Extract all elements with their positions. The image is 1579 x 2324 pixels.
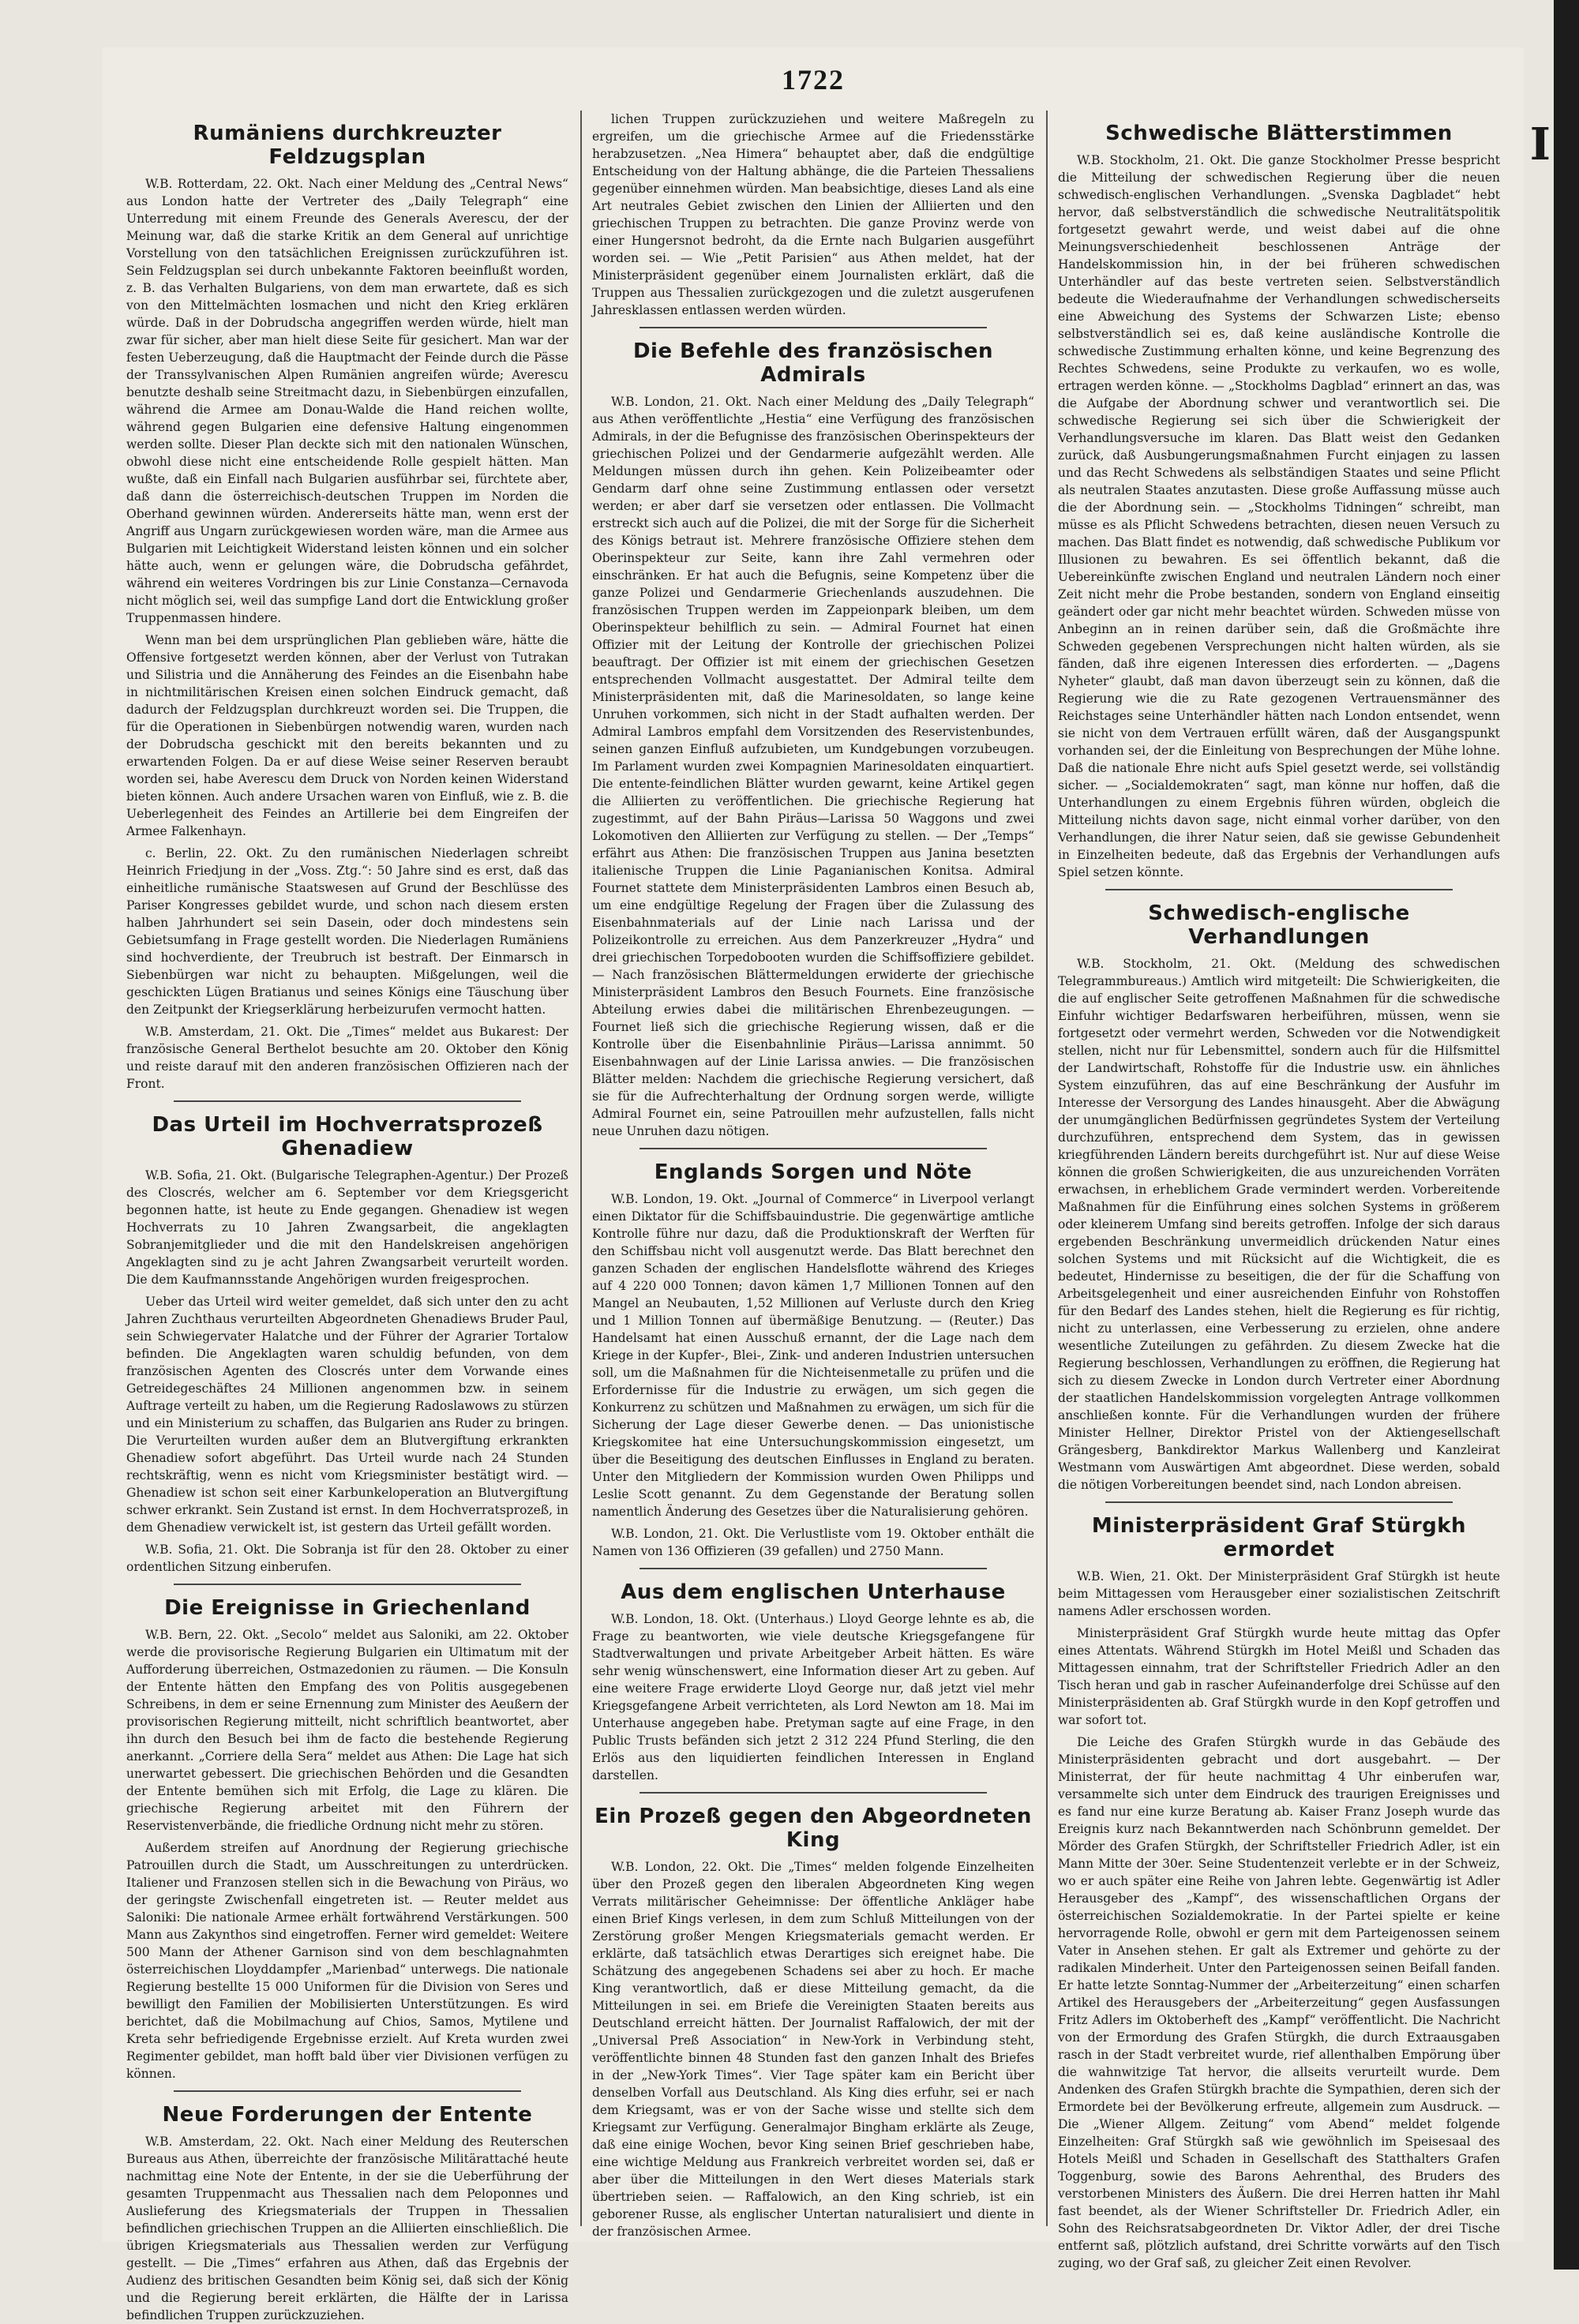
article-paragraph: W.B. London, 22. Okt. Die „Times“ melden folgende Einzelheiten über den Prozeß gegen den liberalen Abgeordneten King wegen Verrats militärischer Geheimnisse: Der öffentliche Ankläger habe einen Brief Kings verlesen, in dem zum Schluß Mitteilungen von der Zerstörung großer Mengen Kriegsmaterials gemacht werden. Er erklärte, daß tatsächlich etwas Derartiges sich ereignet habe. Die Schätzung des angegebenen Schadens sei aber zu hoch. Er mache King verantwortlich, daß er diese Mitteilung gemacht, da die Mitteilungen in sei. em Briefe die Vereinigten Staaten bereits aus Deutschland erreicht hätten. Der Journalist Raffalowich, der mit der „Universal Preß Association“ in New-York in Verbindung steht, veröffentlichte binnen 48 Stunden fast den ganzen Inhalt des Briefes in der „New-York Times“. Vier Tage später kam ein Bericht über denselben Vorfall aus Deutschland. Als King dies erfuhr, sei er nach dem Kriegsamt, was er von der Sache wisse und stellte sich dem Kriegsamt zur Verfügung. Generalmajor Bingham erklärte als Zeuge, daß eine einige Wochen, bevor King seinen Brief geschrieben habe, eine wichtige Meldung aus Frankreich verbreitet worden sei, daß er aber über die Mitteilungen in den Wert dieses Materials stark übertrieben seien. — Raffalowich, an den King schrieb, ist ein geborener Russe, als englischer Untertan naturalisiert und diente in der französischen Armee. [592,1860,1034,2239]
column-2 [592,111,1034,2239]
article-paragraph: lichen Truppen zurückzuziehen und weitere Maßregeln zu ergreifen, um die griechische Armee auf die Friedensstärke herabzusetzen. „Nea Himera“ behauptet aber, daß die endgültige Entscheidung von der Haltung abhänge, die die Parteien Thessaliens gegenüber einnehmen würden. Man beabsichtige, dieses Land als eine Art neutrales Gebiet zwischen den Linien der Alliierten und den griechischen Truppen zu betrachten. Die ganze Provinz werde von einer Hungersnot bedroht, da die Ernte nach Bulgarien ausgeführt worden sei. — Wie „Petit Parisien“ aus Athen meldet, hat der Ministerpräsident gegenüber einem Journalisten erklärt, daß die Truppen aus Thessalien zurückgezogen und die zuletzt ausgerufenen Jahresklassen entlassen werden würden. [592,112,1034,317]
column-rule [1046,111,1048,2226]
page-edge [1554,0,1579,2270]
article-separator [639,1148,987,1149]
article-paragraph: c. Berlin, 22. Okt. Zu den rumänischen Niederlagen schreibt Heinrich Friedjung in der „Voss. Ztg.“: 50 Jahre sind es erst, daß das einheitliche rumänische Staatswesen auf Grund der Beschlüsse des Pariser Kongresses gebildet wurde, und schon nach diesem ersten halben Jahrhundert sei sein Dasein, oder doch mindestens sein Gebietsumfang in Frage gestellt worden. Die Niederlagen Rumäniens sind hochverdiente, der Treubruch ist bestraft. Der Einmarsch in Siebenbürgen war nicht zu behaupten. Mißgelungen, weil die geschickten Lügen Bratianus und seines Königs eine Täuschung über den Zeitpunkt der Kriegserklärung herbeizurufen vermocht hatten. [126,846,568,1017]
article-separator [174,1584,521,1585]
article-paragraph: W.B. London, 21. Okt. Nach einer Meldung des „Daily Telegraph“ aus Athen veröffentlichte „Hestia“ eine Verfügung des französischen Admirals, in der die Befugnisse des französischen Oberinspekteurs der griechischen Polizei und der Gendarmerie aufgezählt werden. Alle Meldungen müssen durch ihn gehen. Kein Polizeibeamter oder Gendarm darf ohne seine Zustimmung entlassen oder versetzt werden; er aber darf sie versetzen oder entlassen. Die Vollmacht erstreckt sich auch auf die Polizei, die mit der Sorge für die Sicherheit des Königs betraut ist. Mehrere französische Offiziere stehen dem Oberinspekteur zur Seite, kann ihre Zahl vermehren oder einschränken. Er hat auch die Befugnis, seine Kompetenz über die ganze Polizei und Gendarmerie Griechenlands auszudehnen. Die französischen Truppen werden im Zappeionpark bleiben, um dem Oberinspekteur behilflich zu sein. — Admiral Fournet hat einen Offizier mit der Leitung der Kontrolle der griechischen Polizei beauftragt. Der Offizier ist mit einem der griechischen Gesetzen entsprechenden Vollmacht ausgestattet. Der Admiral teilte dem Ministerpräsidenten mit, daß die Marinesoldaten, so lange keine Unruhen vorkommen, sich nicht in der Stadt aufhalten werden. Der Admiral Lambros empfahl dem Vorsitzenden des Reservistenbundes, seinen ganzen Einfluß aufzubieten, um Kundgebungen vorzubeugen. Im Parlament wurden zwei Kompagnien Marinesoldaten einquartiert. Die entente-feindlichen Blätter wurden gewarnt, keine Artikel gegen die Alliierten zu veröffentlichen. Die griechische Regierung hat zugestimmt, auf der Bahn Piräus—Larissa 50 Waggons und zwei Lokomotiven den Alliierten zur Verfügung zu stellen. — Der „Temps“ erfährt aus Athen: Die französischen Truppen aus Janina besetzten italienische Truppen die Linie Paganianischen Konitsa. Admiral Fournet stattete dem Ministerpräsidenten Lambros einen Besuch ab, um eine endgültige Regelung der Fragen über die Zulassung des Eisenbahnmaterials auf der Linie nach Larissa und der Polizeikontrolle zu erreichen. Aus dem Panzerkreuzer „Hydra“ und drei griechischen Torpedobooten wurden die Schiffsoffiziere gebildet. — Nach französischen Blättermeldungen erwiderte der griechische Ministerpräsident Lambros den Besuch Fournets. Eine französische Abteilung erwies dabei die militärischen Ehrenbezeugungen. — Fournet ließ sich die griechische Regierung wissen, daß er die Kontrolle über die Eisenbahnlinie Piräus—Larissa annimmt. 50 Eisenbahnwagen auf der Linie Larissa anwies. — Die französischen Blätter melden: Nachdem die griechische Regierung versichert, daß sie für die Aufrechterhaltung der Ordnung sorgen werde, willigte Admiral Fournet ein, seine Patrouillen mehr aufzustellen, falls nicht neue Unruhen dazu nötigen. [592,395,1034,1138]
column-1 [126,111,568,2322]
article-paragraph: W.B. Sofia, 21. Okt. (Bulgarische Telegraphen-Agentur.) Der Prozeß des Closcrés, welcher am 6. September vor dem Kriegsgericht begonnen hatte, ist heute zu Ende gegangen. Ghenadiew ist wegen Hochverrats zu 10 Jahren Zwangsarbeit, die angeklagten Sobranjemitglieder und die mit den Handelskreisen angehörigen Angeklagten sind zu je acht Jahren Zwangsarbeit verurteilt worden. Die dem Kaufmannsstande Angehörigen wurden freigesprochen. [126,1168,568,1287]
article-headline: Schwedische Blätterstimmen [1105,122,1453,145]
column-rule [580,111,582,2226]
article-paragraph: Außerdem streifen auf Anordnung der Regierung griechische Patrouillen durch die Stadt, um Ausschreitungen zu unterdrücken. Italiener und Franzosen stellen sich in die Bewachung von Piräus, wo der geringste Zwischenfall eingetreten ist. — Reuter meldet aus Saloniki: Die nationale Armee erhält fortwährend Verstärkungen. 500 Mann aus Zakynthos sind eingetroffen. Ferner wird gemeldet: Weitere 500 Mann der Athener Garnison sind von dem beschlagnahmten österreichischen Lloyddampfer „Marienbad“ unterwegs. Die nationale Regierung bestellte 15 000 Uniformen für die Division von Seres und bewilligt den Familien der Mobilisierten Unterstützungen. Es wird berichtet, daß die Mobilmachung auf Chios, Samos, Mytilene und Kreta sehr befriedigende Ergebnisse erzielt. Auf Kreta wurden zwei Regimenter gebildet, man hofft bald über vier Divisionen verfügen zu können. [126,1841,568,2081]
article-headline: Aus dem englischen Unterhause [621,1580,1006,1604]
article-paragraph: W.B. Amsterdam, 21. Okt. Die „Times“ meldet aus Bukarest: Der französische General Berthelot besuchte am 20. Oktober den König und reiste darauf mit den anderen französischen Offizieren nach der Front. [126,1025,568,1091]
article-headline: Schwedisch-englische Verhandlungen [1148,901,1410,949]
article-paragraph: W.B. London, 19. Okt. „Journal of Commerce“ in Liverpool verlangt einen Diktator für die Schiffsbauindustrie. Die gegenwärtige amtliche Kontrolle führe nur dazu, daß die Produktionskraft der Werften für den Schiffsbau nicht voll ausgenutzt werde. Das Blatt berechnet den ganzen Schaden der englischen Handelsflotte während des Krieges auf 4 220 000 Tonnen; davon kämen 1,7 Millionen Tonnen auf den Mangel an Neubauten, 1,52 Millionen auf Verluste durch den Krieg und 1 Million Tonnen auf übermäßige Benutzung. — (Reuter.) Das Handelsamt hat einen Ausschuß ernannt, der die Lage nach dem Kriege in der Kupfer-, Blei-, Zink- und anderen Industrien untersuchen soll, um die Maßnahmen für die Nichteisenmetalle zu prüfen und die Erfordernisse für die Industrie zu erwägen, um sich gegen die Konkurrenz zu schützen und Maßnahmen zu erwägen, um sich für die Sicherung der Lage dieser Gewerbe denen. — Das unionistische Kriegskomitee hat eine Untersuchungskommission eingesetzt, um über die Beseitigung des deutschen Einflusses in England zu beraten. Unter den Mitgliedern der Kommission wurden Owen Philipps und Leslie Scott genannt. Zu dem Gegenstande der Beratung sollen namentlich Änderung des Gesetzes über die Naturalisierung gehören. [592,1192,1034,1519]
article-separator [174,2090,521,2092]
article-headline: Ministerpräsident Graf Stürgkh ermordet [1091,1514,1467,1561]
article-paragraph: W.B. Rotterdam, 22. Okt. Nach einer Meldung des „Central News“ aus London hatte der Vertreter des „Daily Telegraph“ eine Unterredung mit einem Freunde des Generals Averescu, der der Meinung war, daß die starke Kritik an dem General auf unrichtige Vorstellung von den tatsächlichen Ereignissen zurückzuführen ist. Sein Feldzugsplan sei durch unbekannte Faktoren beeinflußt worden, z. B. das Verhalten Bulgariens, von dem man erwartete, daß es sich von den Mittelmächten losmachen und nicht den Krieg erklären würde. Daß in der Dobrudscha angegriffen werden würde, hielt man zwar für sicher, aber man hielt diese Seite für gesichert. Man war der festen Ueberzeugung, daß die Hauptmacht der Feinde durch die Pässe der Transsylvanischen Alpen Rumänien angreifen würde; Averescu benutzte deshalb seine Streitmacht dazu, in Siebenbürgen einzufallen, während die Armee am Donau-Walde die Hand reichen wollte, während gegen Bulgarien eine defensive Haltung eingenommen werden sollte. Dieser Plan deckte sich mit den nationalen Wünschen, obwohl diese nicht eine entscheidende Rolle gespielt hätten. Man wußte, daß ein Einfall nach Bulgarien ausführbar sei, fürchtete aber, daß dann die österreichisch-deutschen Truppen im Norden die Oberhand gewinnen würden. Andererseits hätte man, wenn erst der Angriff aus Ungarn zurückgewiesen worden wäre, man die Armee aus Bulgarien mit Leichtigkeit Widerstand leisten können und ein solcher hätte auch, wenn er gelungen wäre, die Dobrudscha gefährdet, während ein weiteres Vordringen bis zur Linie Constanza—Cernavoda nicht möglich sei, weil das sumpfige Land dort die Entwicklung großer Truppenmassen hindere. [126,177,568,625]
article-paragraph: Ueber das Urteil wird weiter gemeldet, daß sich unter den zu acht Jahren Zuchthaus verurteilten Abgeordneten Ghenadiews Bruder Paul, sein Schwiegervater Halatche und der Führer der Agrarier Tortalow befinden. Die Angeklagten waren schuldig befunden, von dem französischen Agenten des Closcrés unter dem Vorwande eines Getreidegeschäftes 24 Millionen angenommen bzw. in seinem Auftrage verteilt zu haben, um die Regierung Radoslawows zu stürzen und ein Ministerium zu schaffen, das Bulgarien ans Ruder zu bringen. Die Verurteilten wurden außer dem an Blutvergiftung erkrankten Ghenadiew sofort abgeführt. Das Urteil wurde nach 24 Stunden rechtskräftig, wenn es nicht vom Kriegsminister bestätigt wird. — Ghenadiew ist schon seit einer Karbunkeloperation an Blutvergiftung schwer erkrankt. Sein Zustand ist ernst. In dem Hochverratsprozeß, in dem Ghenadiew verwickelt ist, ist gestern das Urteil gefällt worden. [126,1295,568,1535]
article-separator [174,1100,521,1102]
article-paragraph: W.B. Bern, 22. Okt. „Secolo“ meldet aus Saloniki, am 22. Oktober werde die provisorische Regierung Bulgarien ein Ultimatum mit der Aufforderung überreichen, Ostmazedonien zu räumen. — Die Konsuln der Entente hätten den Empfang des von Politis ausgegebenen Schreibens, in dem er seine Ernennung zum Minister des Aeußern der provisorischen Regierung mitteilt, nicht schriftlich beantwortet, aber ihn durch den Besuch bei ihm de facto die bestehende Regierung anerkannt. „Corriere della Sera“ meldet aus Athen: Die Lage hat sich unerwartet gebessert. Die griechischen Behörden und die Gesandten der Entente bemühen sich mit Erfolg, die Lage zu klären. Die griechische Regierung arbeitet mit den Führern der Reservistenverbände, die friedliche Ordnung nicht mehr zu stören. [126,1628,568,1833]
article-headline: Neue Forderungen der Entente [162,2103,533,2127]
newspaper-page [103,47,1524,2322]
column-3 [1058,111,1500,2270]
article-headline: Das Urteil im Hochverratsprozeß Ghenadiew [152,1113,543,1160]
edge-glyph: I [1529,118,1551,171]
article-headline: Die Ereignisse in Griechenland [164,1596,531,1620]
article-paragraph: W.B. Sofia, 21. Okt. Die Sobranja ist für den 28. Oktober zu einer ordentlichen Sitzung einberufen. [126,1542,568,1574]
article-headline: Englands Sorgen und Nöte [654,1160,973,1184]
article-headline: Rumäniens durchkreuzter Feldzugsplan [193,122,502,169]
page-number: 1722 [782,64,845,96]
article-paragraph: W.B. Amsterdam, 22. Okt. Nach einer Meldung des Reuterschen Bureaus aus Athen, überreichte der französische Militärattaché heute nachmittag eine Note der Entente, in der sie die Ueberführung der gesamten Truppenmacht aus Thessalien nach dem Peloponnes und Auslieferung des Kriegsmaterials der Truppen in Thessalien befindlichen griechischen Truppen an die Alliierten einschließlich. Die übrigen Kriegsmaterials aus Thessalien werden zur Verfügung gestellt. — Die „Times“ erfahren aus Athen, daß das Ergebnis der Audienz des britischen Gesandten beim König sei, daß sich der König und die Regierung bereit erklärten, die Hälfte der in Larissa befindlichen Truppen zurückzuziehen. [126,2135,568,2322]
article-separator [639,1568,987,1569]
article-paragraph: W.B. London, 21. Okt. Die Verlustliste vom 19. Oktober enthält die Namen von 136 Offizieren (39 gefallen) und 2750 Mann. [592,1527,1034,1558]
article-paragraph: W.B. London, 18. Okt. (Unterhaus.) Lloyd George lehnte es ab, die Frage zu beantworten, wie viele deutsche Kriegsgefangene für Stadtverwaltungen und private Arbeitgeber Arbeit hätten. Es wäre sehr wenig wünschenswert, eine Information dieser Art zu geben. Auf eine weitere Frage erwiderte Lloyd George nur, daß jetzt viel mehr Kriegsgefangene Arbeit verrichteten, als Lord Newton am 18. Mai im Unterhause angegeben habe. Pretyman sagte auf eine Frage, in den Public Trusts befänden sich jetzt 2 312 224 Pfund Sterling, die den Erlös aus den liquidierten feindlichen Interessen in England darstellen. [592,1612,1034,1782]
article-paragraph: Wenn man bei dem ursprünglichen Plan geblieben wäre, hätte die Offensive fortgesetzt werden können, aber der Verlust von Tutrakan und Silistria und die Annäherung des Feindes an die Eisenbahn habe in nichtmilitärischen Kreisen einen solchen Eindruck gemacht, daß dadurch der Feldzugsplan durchkreuzt worden sei. Die Truppen, die für die Operationen in Siebenbürgen notwendig waren, wurden nach der Dobrudscha geschickt mit den bereits bekannten und zu erwartenden Folgen. Da er auf diese Weise seiner Reserven beraubt worden sei, habe Averescu dem Druck von Norden keinen Widerstand bieten können. Auch andere Ursachen waren von Einfluß, wie z. B. die Ueberlegenheit des Feindes an Artillerie bei dem Eingreifen der Armee Falkenhayn. [126,633,568,838]
article-headline: Die Befehle des französischen Admirals [632,339,994,387]
article-paragraph: W.B. Stockholm, 21. Okt. (Meldung des schwedischen Telegrammbureaus.) Amtlich wird mitgeteilt: Die Schwierigkeiten, die die auf englischer Seite getroffenen Maßnahmen für die schwedische Einfuhr wichtiger Bedarfswaren herbeiführen, müssen, wenn sie fortgesetzt oder vermehrt werden, Schweden vor die Notwendigkeit stellen, nicht nur für Lebensmittel, sondern auch für die Hilfsmittel der Landwirtschaft, Rohstoffe für die Industrie usw. ein ähnliches System einzuführen, das auf eine Beschränkung der Ausfuhr im Interesse der Versorgung des Landes hinausgeht. Aber die Abwägung der unumgänglichen Bedürfnissen gegründetes System der Verteilung durchzuführen, entsprechend dem System, das in gewissen kriegführenden Ländern bereits durchgeführt ist. Nur auf diese Weise können die großen Schwierigkeiten, die aus unzureichenden Vorräten erwachsen, in erheblichem Grade vermindert werden. Vorbereitende Maßnahmen für die Einführung eines solchen Systems in größerem oder kleinerem Umfang sind bereits getroffen. Infolge der sich daraus ergebenden Beschränkung unvermeidlich drückenden Natur eines solchen Systems und mit Rücksicht auf die Wichtigkeit, die es bedeutet, Hindernisse zu beseitigen, die der für die Schaffung von Arbeitsgelegenheit und einer ausreichenden Einfuhr von Rohstoffen für den Bedarf des Landes stehen, hielt die Regierung es für richtig, nicht zu unterlassen, eine Verbesserung zu erzielen, ohne andere wesentliche Zuteilungen zu gefährden. Zu diesem Zwecke hat die Regierung beschlossen, Verhandlungen zu eröffnen, die Regierung hat sich zu diesem Zwecke in London durch Vertreter einer Abordnung der staatlichen Handelskommission vorgelegten Antrage vollkommen anschließen konnte. Für die Verhandlungen wurden der frühere Minister Hellner, Direktor Pristel von der Aktiengesellschaft Grängesberg, Bankdirektor Markus Wallenberg und Kanzleirat Westmann vom Auswärtigen Amt abgeordnet. Diese werden, sobald die nötigen Vorbereitungen beendet sind, nach London abreisen. [1058,957,1500,1492]
article-separator [639,1792,987,1794]
article-paragraph: W.B. Wien, 21. Okt. Der Ministerpräsident Graf Stürgkh ist heute beim Mittagessen vom Herausgeber einer sozialistischen Zeitschrift namens Adler erschossen worden. [1058,1569,1500,1618]
article-separator [1105,1501,1453,1503]
article-paragraph: Ministerpräsident Graf Stürgkh wurde heute mittag das Opfer eines Attentats. Während Stürgkh im Hotel Meißl und Schaden das Mittagessen einnahm, trat der Schriftsteller Friedrich Adler an den Tisch heran und gab in rascher Aufeinanderfolge drei Schüsse auf den Ministerpräsidenten ab. Graf Stürgkh wurde in den Kopf getroffen und war sofort tot. [1058,1626,1500,1727]
article-separator [1105,889,1453,890]
article-headline: Ein Prozeß gegen den Abgeordneten King [594,1805,1032,1852]
article-paragraph: W.B. Stockholm, 21. Okt. Die ganze Stockholmer Presse bespricht die Mitteilung der schwedischen Regierung über die neuen schwedisch-englischen Verhandlungen. „Svenska Dagbladet“ hebt hervor, daß selbstverständlich die schwedische Neutralitätspolitik fortgesetzt gewahrt werde, und weist dabei auf die ohne Meinungsverschiedenheit beschlossenen Anträge der Handelskommission hin, in der bei früheren schwedischen Unterhändler auf das beste vertreten seien. Selbstverständlich bedeute die Wiederaufnahme der Verhandlungen schwedischerseits eine Abweichung des Systems der Schwarzen Liste; ebenso selbstverständlich sei es, daß keine ausländische Kontrolle die schwedische Zustimmung erhalten könne, und keine Begrenzung des Rechtes Schwedens, seine Produkte zu verkaufen, wo es wolle, ertragen werden könne. — „Stockholms Dagblad“ erinnert an das, was die Aufgabe der Abordnung schwer und verantwortlich sei. Die schwedische Regierung sei sich über die Schwierigkeit der Verhandlungsversuche im klaren. Das Blatt weist den Gedanken zurück, daß Ausbungerungsmaßnahmen Furcht einjagen zu lassen und das Recht Schwedens als selbständigen Staates und seine Pflicht als neutralen Staates anzutasten. Diese große Auffassung müsse auch die der Abordnung sein. — „Stockholms Tidningen“ schreibt, man müsse es als Pflicht Schwedens betrachten, diesen neuen Versuch zu machen. Das Blatt findet es notwendig, daß schwedische Publikum vor Illusionen zu bewahren. Es sei öffentlich bekannt, daß die Uebereinkünfte zwischen England und neutralen Ländern noch einer Zeit nicht mehr die Probe bestanden, sondern von England einseitig geändert oder gar nicht mehr beachtet würden. Schweden müsse von Anbeginn an in reinen darüber sein, daß die Großmächte ihre Schweden gegebenen Versprechungen nicht halten würden, als sie fänden, daß ihre eigenen Interessen dies erforderten. — „Dagens Nyheter“ glaubt, daß man davon überzeugt sein zu können, daß die Regierung wie die zu Rate gezogenen Vertrauensmänner des Reichstages seine Unterhändler hätten nach London entsendet, wenn sie nicht von dem Vertrauen erfüllt wären, daß der Ausgangspunkt vorhanden sei, der die Einleitung von Besprechungen der Mühe lohne. Daß die nationale Ehre nicht aufs Spiel gesetzt werde, sei vollständig sicher. — „Socialdemokraten“ sagt, man könne nur hoffen, daß die Unterhandlungen zu einem Ergebnis führen würden, obgleich die Mitteilung nichts davon sage, nicht einmal vorher darüber, von den Verhandlungen, die ihrer Natur seien, daß sie gewisse Gebundenheit in Einzelheiten bedeute, daß das Ergebnis der Verhandlungen aufs Spiel setzen könnte. [1058,153,1500,879]
article-separator [639,327,987,328]
article-paragraph: Die Leiche des Grafen Stürgkh wurde in das Gebäude des Ministerpräsidenten gebracht und dort ausgebahrt. — Der Ministerrat, der für heute nachmittag 4 Uhr einberufen war, versammelte sich unter dem Eindruck des traurigen Ereignisses und es fand nur eine kurze Beratung ab. Kaiser Franz Joseph wurde das Ereignis kurz nach Bekanntwerden nach Schönbrunn gemeldet. Der Mörder des Grafen Stürgkh, der Schriftsteller Friedrich Adler, ist ein Mann Mitte der 30er. Seine Studentenzeit verlebte er in der Schweiz, wo er auch später eine Reihe von Jahren lebte. Gegenwärtig ist Adler Herausgeber des „Kampf“, des wissenschaftlichen Organs der österreichischen Sozialdemokratie. In der Partei spielte er keine hervorragende Rolle, obwohl er gern mit dem Parteigenossen seinem Vater in Ansehen stehen. Er galt als Extremer und gehörte zu der radikalen Minderheit. Unter den Parteigenossen seinen Beifall fanden. Er hatte letzte Sonntag-Nummer der „Arbeiterzeitung“ einen scharfen Artikel des Herausgebers der „Arbeiterzeitung“ gegen Ausfassungen Fritz Adlers im Oktoberheft des „Kampf“ veröffentlicht. Die Nachricht von der Ermordung des Grafen Stürgkh, die durch Extraausgaben rasch in der Stadt verbreitet wurde, rief allenthalben Empörung über die wahnwitzige Tat hervor, die allseits verurteilt wurde. Dem Andenken des Grafen Stürgkh brachte die Sympathien, deren sich der Ermordete bei der Bevölkerung erfreute, allgemein zum Ausdruck. — Die „Wiener Allgem. Zeitung“ vom Abend“ meldet folgende Einzelheiten: Graf Stürgkh saß wie gewöhnlich im Speisesaal des Hotels Meißl und Schaden in Gesellschaft des Statthalters Grafen Toggenburg, sowie des Barons Aehrenthal, des Bruders des verstorbenen Ministers des Äußern. Die drei Herren hatten ihr Mahl fast beendet, als der Wiener Schriftsteller Dr. Friedrich Adler, ein Sohn des Reichsratsabgeordneten Dr. Viktor Adler, der drei Tische entfernt saß, plötzlich aufstand, drei Schritte vorwärts auf den Tisch zuging, wo der Graf saß, zu gleicher Zeit einen Revolver. [1058,1735,1500,2270]
